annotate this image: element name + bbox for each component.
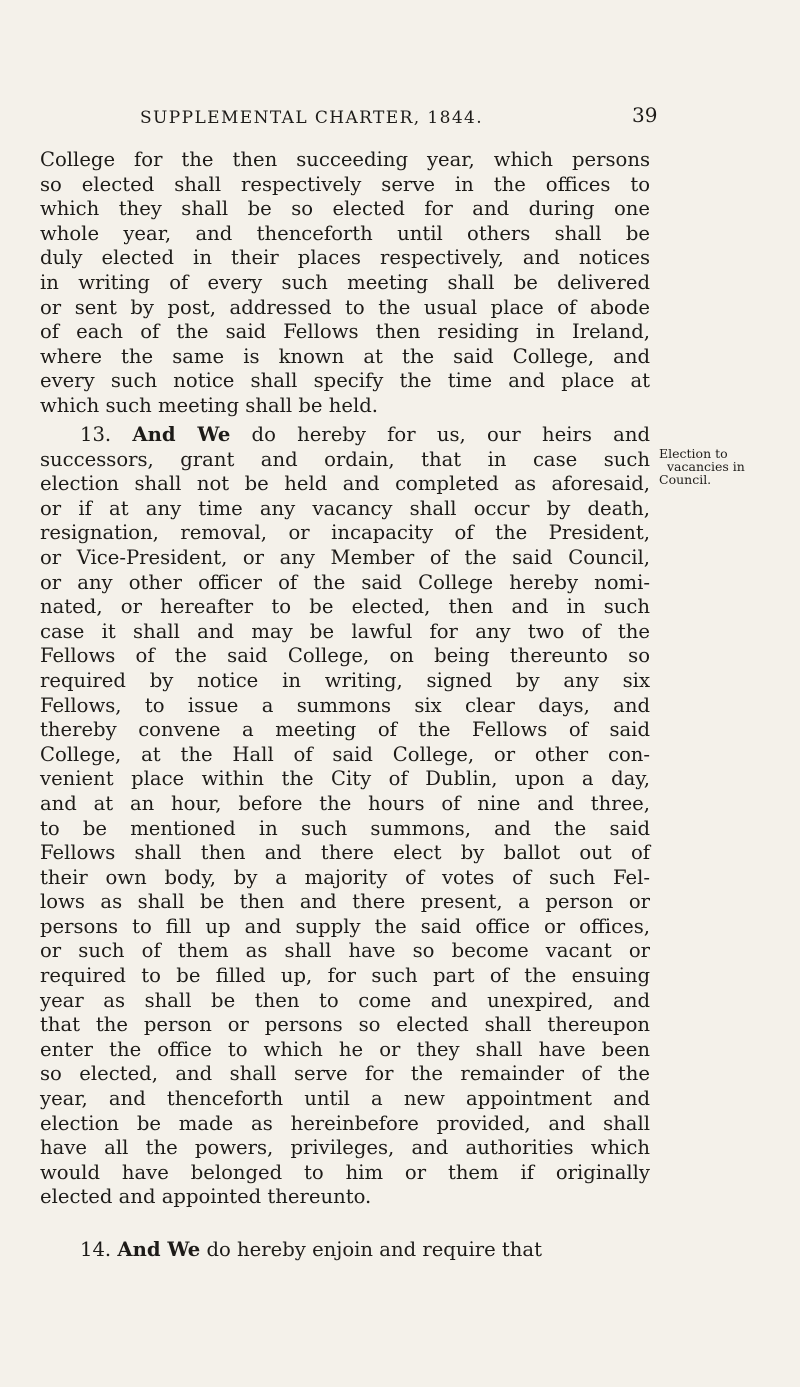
text-line: which they shall be so elected for and during one (40, 197, 650, 221)
text-line: or sent by post, addressed to the usual place of abode (40, 295, 650, 319)
marginal-note-line: Council. (659, 472, 712, 487)
text-line: their own body, by a majority of votes of such Fel- (40, 865, 650, 889)
text-line: where the same is known at the said College, and (40, 344, 650, 368)
text-line: case it shall and may be lawful for any two of the (40, 619, 650, 643)
text-line: enter the office to which he or they shall have been (40, 1037, 650, 1061)
text-line: every such notice shall specify the time and place at (40, 369, 650, 393)
marginal-note-line: Election to (659, 446, 728, 461)
section-first-line-text: do hereby for us, our heirs and (251, 423, 651, 446)
section-13-first-line (40, 423, 650, 448)
text-line: nated, or hereafter to be elected, then and in such (40, 595, 650, 619)
text-line: or if at any time any vacancy shall occur by death, (40, 496, 650, 520)
text-line: Fellows of the said College, on being thereunto so (40, 644, 650, 668)
section-opening: And We (132, 423, 231, 446)
text-line: required by notice in writing, signed by any six (40, 668, 650, 692)
text-line: have all the powers, privileges, and authorities which (40, 1136, 650, 1160)
text-line: election shall not be held and completed as aforesaid, (40, 472, 650, 496)
text-line: or any other officer of the said College hereby nomi- (40, 570, 650, 594)
text-line: successors, grant and ordain, that in case such (40, 447, 650, 471)
text-line: College, at the Hall of said College, or other con- (40, 742, 650, 766)
text-line: so elected shall respectively serve in the offices to (40, 172, 650, 196)
text-line: or Vice-President, or any Member of the said Council, (40, 545, 650, 569)
marginal-note (659, 447, 799, 486)
text-line: duly elected in their places respectively, and notices (40, 246, 650, 270)
text-line: lows as shall be then and there present, a person or (40, 890, 650, 914)
section-13 (40, 423, 650, 1210)
section-number: 14. (80, 1238, 112, 1261)
text-line: and at an hour, before the hours of nine and three, (40, 791, 650, 815)
text-line: that the person or persons so elected shall thereupon (40, 1013, 650, 1037)
running-title: SUPPLEMENTAL CHARTER, 1844. (140, 108, 484, 128)
section-14 (40, 1238, 650, 1263)
text-line: or such of them as shall have so become vacant or (40, 939, 650, 963)
section-opening: And We (117, 1238, 201, 1261)
section-14-first-line (40, 1238, 650, 1263)
text-line: thereby convene a meeting of the Fellows of said (40, 718, 650, 742)
section-first-line-text: do hereby enjoin and require that (206, 1238, 542, 1261)
page-number: 39 (632, 103, 658, 127)
text-line: would have belonged to him or them if originally (40, 1160, 650, 1184)
text-line: venient place within the City of Dublin, upon a day, (40, 767, 650, 791)
text-line: persons to fill up and supply the said office or offices, (40, 914, 650, 938)
text-line: elected and appointed thereunto. (40, 1185, 372, 1209)
text-line: so elected, and shall serve for the remainder of the (40, 1062, 650, 1086)
text-line: whole year, and thenceforth until others shall be (40, 221, 650, 245)
text-line: resignation, removal, or incapacity of the President, (40, 521, 650, 545)
text-line: to be mentioned in such summons, and the said (40, 816, 650, 840)
text-line: required to be filled up, for such part of the ensuing (40, 964, 650, 988)
text-line: year, and thenceforth until a new appointment and (40, 1087, 650, 1111)
text-line: in writing of every such meeting shall be delivered (40, 270, 650, 294)
text-line: Fellows shall then and there elect by ballot out of (40, 841, 650, 865)
text-line: which such meeting shall be held. (40, 393, 379, 417)
marginal-note-line: vacancies in (667, 459, 745, 474)
text-line: Fellows, to issue a summons six clear days, and (40, 693, 650, 717)
text-line: College for the then succeeding year, which persons (40, 148, 650, 171)
text-line: year as shall be then to come and unexpired, and (40, 988, 650, 1012)
continued-paragraph (40, 148, 650, 419)
text-line: of each of the said Fellows then residing in Ireland, (40, 320, 650, 344)
text-line: election be made as hereinbefore provided, and shall (40, 1111, 650, 1135)
section-number: 13. (80, 423, 112, 446)
